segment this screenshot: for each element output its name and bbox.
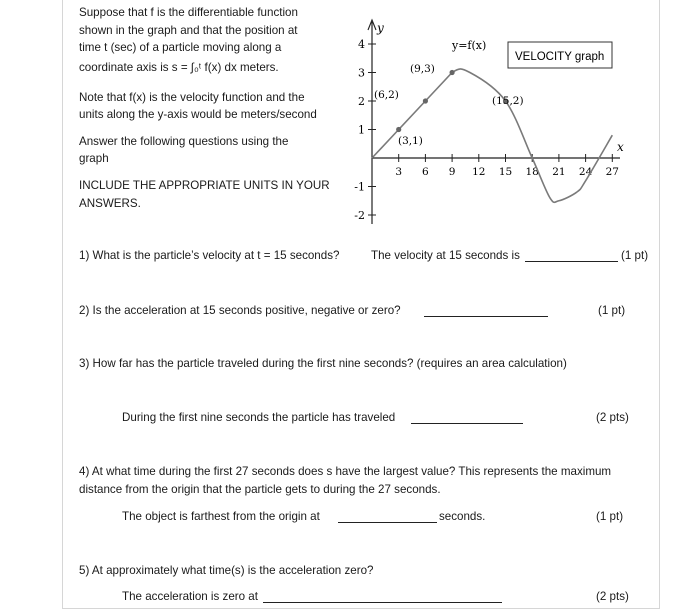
x-tick-label: 24 — [578, 166, 593, 178]
point-label-6-2: (6,2) — [374, 89, 399, 101]
units-instruction-2: ANSWERS. — [79, 197, 141, 210]
answer-instruction-2: graph — [79, 152, 109, 165]
x-axis-label: x — [617, 140, 624, 154]
x-tick-label: 6 — [422, 166, 429, 178]
note-line-1: Note that f(x) is the velocity function and the — [79, 91, 305, 104]
point-label-9-3: (9,3) — [410, 63, 435, 75]
legend-label: VELOCITY graph — [515, 51, 605, 63]
question-1-points: (1 pt) — [621, 249, 649, 262]
question-4-answer-label: The object is farthest from the origin at — [122, 510, 320, 523]
intro-line-2: shown in the graph and that the position at — [79, 24, 298, 37]
y-tick-label: 4 — [358, 38, 365, 51]
question-5: 5) At approximately what time(s) is the acceleration zero? — [79, 564, 374, 577]
x-tick-label: 27 — [605, 166, 619, 178]
intro-line-4: coordinate axis is s = ∫₀ᵗ f(x) dx meters. — [79, 61, 279, 74]
answer-instruction-1: Answer the following questions using the — [79, 135, 289, 148]
question-4-answer-blank[interactable] — [338, 511, 437, 523]
y-tick-label: 2 — [358, 95, 365, 108]
x-tick-label: 21 — [552, 166, 566, 178]
units-instruction-1: INCLUDE THE APPROPRIATE UNITS IN YOUR — [79, 179, 330, 192]
x-tick-label: 15 — [498, 166, 513, 178]
x-tick-label: 18 — [525, 166, 539, 178]
question-1-answer-blank[interactable] — [525, 250, 618, 262]
question-3-points: (2 pts) — [596, 411, 629, 424]
intro-line-1: Suppose that f is the differentiable function — [79, 6, 298, 19]
question-5-points: (2 pts) — [596, 590, 629, 603]
data-point — [396, 127, 401, 132]
x-tick-label: 9 — [448, 166, 456, 178]
y-tick-label: -2 — [354, 209, 365, 222]
question-2: 2) Is the acceleration at 15 seconds positive, negative or zero? — [79, 304, 401, 317]
x-tick-label: 12 — [472, 166, 486, 178]
question-5-answer-blank[interactable] — [263, 591, 502, 603]
data-point — [450, 70, 455, 75]
velocity-graph — [330, 10, 640, 230]
question-2-answer-blank[interactable] — [424, 305, 548, 317]
question-5-answer-label: The acceleration is zero at — [122, 590, 258, 603]
question-1: 1) What is the particle’s velocity at t = 15 seconds? — [79, 249, 340, 262]
question-4-line-2: distance from the origin that the particle gets to during the 27 seconds. — [79, 483, 441, 496]
function-label: y=f(x) — [452, 39, 487, 52]
question-4-line-1: 4) At what time during the first 27 seconds does s have the largest value? This represents the maximum — [79, 465, 612, 478]
y-tick-label: -1 — [354, 180, 365, 194]
intro-line-3: time t (sec) of a particle moving along a — [79, 41, 282, 54]
y-tick-label: 1 — [358, 123, 365, 137]
note-line-2: units along the y-axis would be meters/second — [79, 108, 317, 121]
y-tick-label: 3 — [358, 66, 365, 80]
y-axis-label: y — [377, 21, 384, 35]
x-tick-label: 3 — [395, 166, 403, 178]
question-2-points: (1 pt) — [598, 304, 626, 317]
question-3-answer-label: During the first nine seconds the particle has traveled — [122, 411, 396, 424]
question-4-seconds-suffix: seconds. — [439, 510, 486, 523]
question-1-answer-label: The velocity at 15 seconds is — [371, 249, 520, 262]
question-3: 3) How far has the particle traveled during the first nine seconds? (requires an area calculation) — [79, 357, 567, 370]
data-point — [423, 98, 428, 103]
point-label-3-1: (3,1) — [398, 135, 423, 147]
question-3-answer-blank[interactable] — [411, 412, 523, 424]
point-label-15-2: (15,2) — [492, 95, 524, 107]
question-4-points: (1 pt) — [596, 510, 624, 523]
